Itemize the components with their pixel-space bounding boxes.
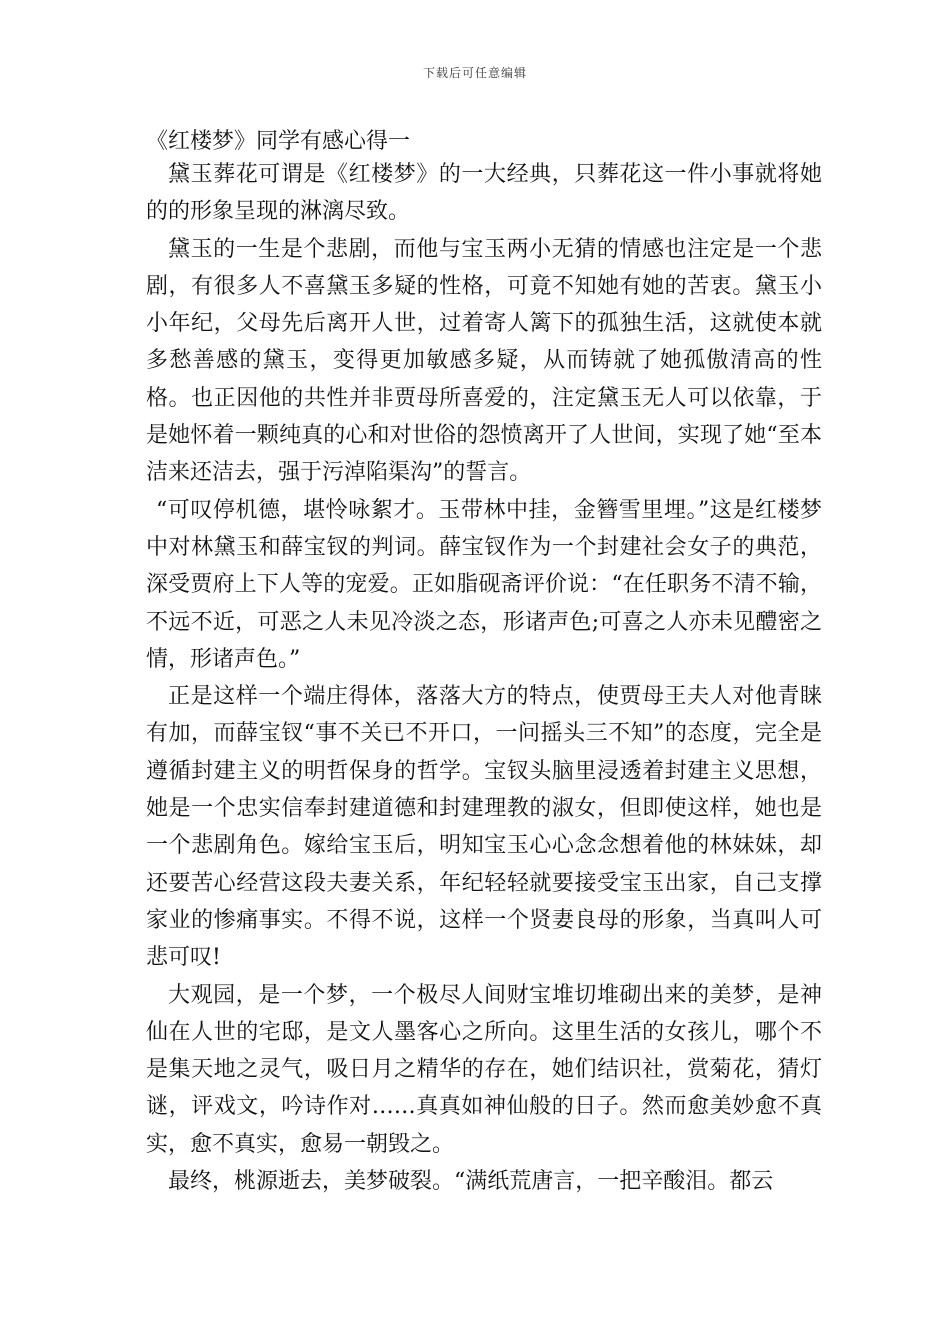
document-title: 《红楼梦》同学有感心得一 [146, 129, 411, 154]
header-note: 下载后可任意编辑 [422, 66, 527, 80]
paragraph-6: 最终，桃源逝去，美梦破裂。“满纸荒唐言，一把辛酸泪。都云 [168, 1169, 774, 1195]
paragraph-5: 大观园，是一个梦，一个极尽人间财宝堆切堆砌出来的美梦，是神仙在人世的宅邸，是文人墨客心之所向。这里生活的女孩儿，哪个不是集天地之灵气，吸日月之精华的存在，她们结识社，赏菊花，猜灯谜，评戏文，吟诗作对……真真如神仙般的日子。然而愈美妙愈不真实，愈不真实，愈易一朝毁之。 [146, 982, 822, 1157]
paragraph-1: 黛玉葬花可谓是《红楼梦》的一大经典，只葬花这一件小事就将她的的形象呈现的淋漓尽致。 [146, 162, 822, 225]
paragraph-4: 正是这样一个端庄得体，落落大方的特点，使贾母王夫人对他青睐有加，而薛宝钗“事不关已不开口，一问摇头三不知”的态度，完全是遵循封建主义的明哲保身的哲学。宝钗头脑里浸透着封建主义思想，她是一个忠实信奉封建道德和封建理教的淑女，但即使这样，她也是一个悲剧角色。嫁给宝玉后，明知宝玉心心念念想着他的林妹妹，却还要苦心经营这段夫妻关系，年纪轻轻就要接受宝玉出家，自己支撑家业的惨痛事实。不得不说，这样一个贤妻良母的形象，当真叫人可悲可叹! [146, 684, 822, 971]
document-body [146, 156, 822, 1200]
paragraph-2: 黛玉的一生是个悲剧，而他与宝玉两小无猜的情感也注定是一个悲剧，有很多人不喜黛玉多疑的性格，可竟不知她有她的苦衷。黛玉小小年纪，父母先后离开人世，过着寄人篱下的孤独生活，这就使本就多愁善感的黛玉，变得更加敏感多疑，从而铸就了她孤傲清高的性格。也正因他的共性并非贾母所喜爱的，注定黛玉无人可以依靠，于是她怀着一颗纯真的心和对世俗的怨愤离开了人世间，实现了她“至本洁来还洁去，强于污淖陷渠沟”的誓言。 [146, 236, 822, 486]
paragraph-3: “可叹停机德，堪怜咏絮才。玉带林中挂，金簪雪里埋。”这是红楼梦中对林黛玉和薛宝钗的判词。薛宝钗作为一个封建社会女子的典范，深受贾府上下人等的宠爱。正如脂砚斋评价说：“在任职务不清不输，不远不近，可恶之人未见冷淡之态，形诸声色;可喜之人亦未见醴密之情，形诸声色。” [146, 497, 822, 672]
